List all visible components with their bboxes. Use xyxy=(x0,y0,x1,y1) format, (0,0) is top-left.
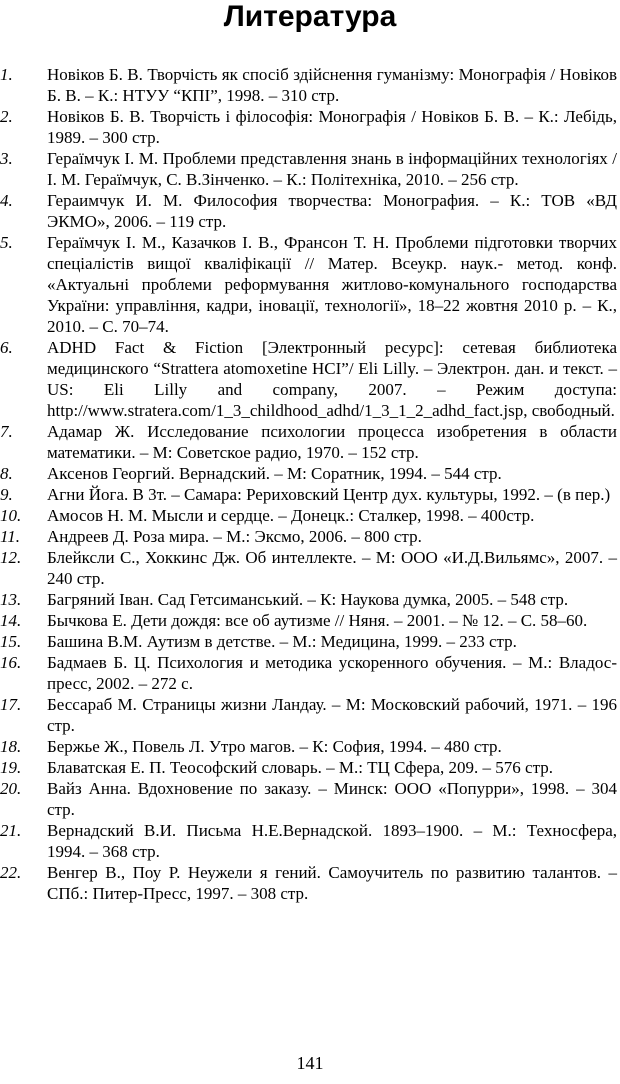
reference-text: Багряний Іван. Сад Гетсиманський. – К: Наукова думка, 2005. – 548 стр. xyxy=(47,590,569,609)
reference-item xyxy=(0,190,620,232)
reference-item xyxy=(0,232,620,337)
reference-item xyxy=(0,421,620,463)
reference-number: 21. xyxy=(0,821,22,840)
reference-text: Башина В.М. Аутизм в детстве. – М.: Медицина, 1999. – 233 стр. xyxy=(47,632,517,651)
reference-number: 22. xyxy=(0,863,22,882)
reference-number: 6. xyxy=(0,338,13,357)
reference-number: 5. xyxy=(0,233,13,252)
reference-item xyxy=(0,736,620,757)
reference-number: 7. xyxy=(0,422,13,441)
reference-item xyxy=(0,778,620,820)
reference-list xyxy=(0,64,620,904)
reference-text: Блаватская Е. П. Теософский словарь. – М.: ТЦ Сфера, 209. – 576 стр. xyxy=(47,758,553,777)
reference-item xyxy=(0,652,620,694)
reference-item xyxy=(0,694,620,736)
reference-number: 15. xyxy=(0,632,22,651)
reference-item xyxy=(0,610,620,631)
reference-number: 13. xyxy=(0,590,22,609)
reference-item xyxy=(0,463,620,484)
reference-text: Новіков Б. В. Творчість як спосіб здійснення гуманізму: Монографія / Новіков Б. В. – К.: НТУУ “КПІ”, 1998. – 310 стр. xyxy=(47,65,617,105)
reference-text: ADHD Fact & Fiction [Электронный ресурс]: сетевая библиотека медицинского “Strattera atomoxetine HCI”/ Eli Lilly. – Электрон. дан. и текст. – US: Eli Lilly and company, 2007. – Режим доступа: http://www.stratera.com/1_3_childhood_adhd/1_3_1_2_adhd_fact.jsp, свободный. xyxy=(47,338,617,420)
reference-text: Аксенов Георгий. Вернадский. – М: Соратник, 1994. – 544 стр. xyxy=(47,464,502,483)
reference-number: 2. xyxy=(0,107,13,126)
reference-number: 19. xyxy=(0,758,22,777)
reference-text: Бержье Ж., Повель Л. Утро магов. – К: София, 1994. – 480 стр. xyxy=(47,737,502,756)
reference-item xyxy=(0,547,620,589)
reference-item xyxy=(0,484,620,505)
reference-number: 4. xyxy=(0,191,13,210)
reference-number: 12. xyxy=(0,548,22,567)
reference-number: 11. xyxy=(0,527,20,546)
reference-text: Амосов Н. М. Мысли и сердце. – Донецк.: Сталкер, 1998. – 400стр. xyxy=(47,506,535,525)
reference-text: Андреев Д. Роза мира. – М.: Эксмо, 2006. – 800 стр. xyxy=(47,527,422,546)
page-title: Литература xyxy=(223,0,397,33)
reference-item xyxy=(0,526,620,547)
reference-text: Вернадский В.И. Письма Н.Е.Вернадской. 1893–1900. – М.: Техносфера, 1994. – 368 стр. xyxy=(47,821,617,861)
reference-text: Адамар Ж. Исследование психологии процесса изобретения в области математики. – М: Советское радио, 1970. – 152 стр. xyxy=(47,422,617,462)
reference-item xyxy=(0,337,620,421)
reference-item xyxy=(0,505,620,526)
reference-text: Бессараб М. Страницы жизни Ландау. – М: Московский рабочий, 1971. – 196 стр. xyxy=(47,695,617,735)
reference-item xyxy=(0,148,620,190)
page-number: 141 xyxy=(296,1053,324,1073)
reference-item xyxy=(0,757,620,778)
reference-text: Бадмаев Б. Ц. Психология и методика ускоренного обучения. – М.: Владос-пресс, 2002. – 272 с. xyxy=(47,653,617,693)
reference-number: 9. xyxy=(0,485,13,504)
reference-text: Новіков Б. В. Творчість і філософія: Монографія / Новіков Б. В. – К.: Лебідь, 1989. – 300 стр. xyxy=(47,107,617,147)
reference-text: Агни Йога. В 3т. – Самара: Рериховский Центр дух. культуры, 1992. – (в пер.) xyxy=(47,485,611,504)
reference-text: Блейксли С., Хоккинс Дж. Об интеллекте. – М: ООО «И.Д.Вильямс», 2007. – 240 стр. xyxy=(47,548,617,588)
reference-number: 1. xyxy=(0,65,13,84)
reference-number: 3. xyxy=(0,149,13,168)
reference-text: Вайз Анна. Вдохновение по заказу. – Минск: ООО «Попурри», 1998. – 304 стр. xyxy=(47,779,617,819)
reference-number: 16. xyxy=(0,653,22,672)
reference-text: Венгер В., Поу Р. Неужели я гений. Самоучитель по развитию талантов. – СПб.: Питер-Пресс, 1997. – 308 стр. xyxy=(47,863,617,903)
reference-item xyxy=(0,862,620,904)
reference-number: 14. xyxy=(0,611,22,630)
reference-item xyxy=(0,631,620,652)
reference-number: 8. xyxy=(0,464,13,483)
reference-text: Гераїмчук І. М. Проблеми представлення знань в інформаційних технологіях / І. М. Гераїмчук, С. В.Зінченко. – К.: Політехніка, 2010. – 256 стр. xyxy=(47,149,617,189)
reference-text: Бычкова Е. Дети дождя: все об аутизме // Няня. – 2001. – № 12. – С. 58–60. xyxy=(47,611,588,630)
reference-number: 18. xyxy=(0,737,22,756)
reference-number: 10. xyxy=(0,506,22,525)
reference-text: Гераимчук И. М. Философия творчества: Монография. – К.: ТОВ «ВД ЭКМО», 2006. – 119 стр. xyxy=(47,191,617,231)
reference-item xyxy=(0,589,620,610)
reference-number: 20. xyxy=(0,779,22,798)
reference-item xyxy=(0,106,620,148)
reference-item xyxy=(0,64,620,106)
reference-text: Гераїмчук І. М., Казачков І. В., Франсон Т. Н. Проблеми підготовки творчих спеціалістів вищої кваліфікації // Матер. Всеукр. наук.- метод. конф. «Актуальні проблеми реформування житлово-комунального господарства України: управління, кадри, іновації, технології», 18–22 жовтня 2010 р. – К., 2010. – С. 70–74. xyxy=(47,233,617,336)
reference-item xyxy=(0,820,620,862)
reference-number: 17. xyxy=(0,695,22,714)
